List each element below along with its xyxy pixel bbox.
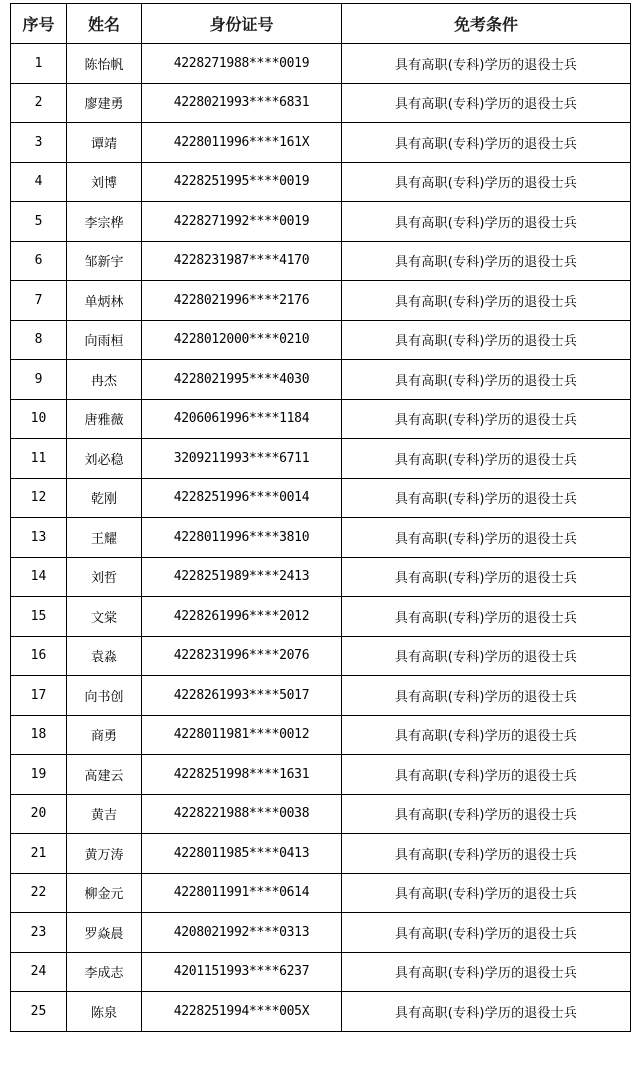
cell-name: 文棠 <box>67 597 142 637</box>
cell-exemption-condition: 具有高职(专科)学历的退役士兵 <box>342 360 631 400</box>
cell-id-number: 4228021996****2176 <box>142 281 342 321</box>
cell-name: 袁淼 <box>67 636 142 676</box>
header-exemption-condition: 免考条件 <box>342 4 631 44</box>
table-row <box>11 952 631 992</box>
cell-id-number: 4228012000****0210 <box>142 320 342 360</box>
cell-name: 黄万涛 <box>67 834 142 874</box>
cell-serial-number: 19 <box>11 755 67 795</box>
cell-serial-number: 4 <box>11 162 67 202</box>
cell-serial-number: 2 <box>11 83 67 123</box>
cell-name: 李成志 <box>67 952 142 992</box>
cell-name: 李宗桦 <box>67 202 142 242</box>
cell-exemption-condition: 具有高职(专科)学历的退役士兵 <box>342 715 631 755</box>
table-row <box>11 439 631 479</box>
cell-exemption-condition: 具有高职(专科)学历的退役士兵 <box>342 123 631 163</box>
table-row <box>11 241 631 281</box>
cell-name: 王耀 <box>67 518 142 558</box>
cell-name: 邹新宇 <box>67 241 142 281</box>
cell-name: 谭靖 <box>67 123 142 163</box>
cell-exemption-condition: 具有高职(专科)学历的退役士兵 <box>342 241 631 281</box>
cell-id-number: 4228011985****0413 <box>142 834 342 874</box>
cell-serial-number: 6 <box>11 241 67 281</box>
cell-serial-number: 14 <box>11 557 67 597</box>
table-row <box>11 834 631 874</box>
cell-id-number: 4228011981****0012 <box>142 715 342 755</box>
cell-exemption-condition: 具有高职(专科)学历的退役士兵 <box>342 557 631 597</box>
cell-name: 黄吉 <box>67 794 142 834</box>
cell-id-number: 4228251998****1631 <box>142 755 342 795</box>
cell-exemption-condition: 具有高职(专科)学历的退役士兵 <box>342 44 631 84</box>
table-row <box>11 320 631 360</box>
cell-exemption-condition: 具有高职(专科)学历的退役士兵 <box>342 913 631 953</box>
exemption-roster-table <box>10 3 631 1032</box>
cell-serial-number: 21 <box>11 834 67 874</box>
cell-name: 罗焱晨 <box>67 913 142 953</box>
cell-exemption-condition: 具有高职(专科)学历的退役士兵 <box>342 281 631 321</box>
cell-id-number: 4228251994****005X <box>142 992 342 1032</box>
cell-name: 乾刚 <box>67 478 142 518</box>
cell-id-number: 4228231987****4170 <box>142 241 342 281</box>
cell-exemption-condition: 具有高职(专科)学历的退役士兵 <box>342 83 631 123</box>
cell-id-number: 4228221988****0038 <box>142 794 342 834</box>
cell-serial-number: 16 <box>11 636 67 676</box>
cell-exemption-condition: 具有高职(专科)学历的退役士兵 <box>342 873 631 913</box>
cell-serial-number: 10 <box>11 399 67 439</box>
table-row <box>11 83 631 123</box>
cell-serial-number: 25 <box>11 992 67 1032</box>
cell-name: 冉杰 <box>67 360 142 400</box>
cell-name: 刘博 <box>67 162 142 202</box>
cell-exemption-condition: 具有高职(专科)学历的退役士兵 <box>342 834 631 874</box>
cell-id-number: 4228231996****2076 <box>142 636 342 676</box>
header-serial-number: 序号 <box>11 4 67 44</box>
cell-serial-number: 22 <box>11 873 67 913</box>
table-row <box>11 478 631 518</box>
cell-exemption-condition: 具有高职(专科)学历的退役士兵 <box>342 478 631 518</box>
cell-exemption-condition: 具有高职(专科)学历的退役士兵 <box>342 320 631 360</box>
cell-serial-number: 9 <box>11 360 67 400</box>
table-row <box>11 676 631 716</box>
header-id-number: 身份证号 <box>142 4 342 44</box>
cell-exemption-condition: 具有高职(专科)学历的退役士兵 <box>342 202 631 242</box>
table-row <box>11 873 631 913</box>
table-row <box>11 123 631 163</box>
table-row <box>11 636 631 676</box>
cell-name: 廖建勇 <box>67 83 142 123</box>
table-row <box>11 557 631 597</box>
cell-id-number: 4228011991****0614 <box>142 873 342 913</box>
cell-name: 陈怡帆 <box>67 44 142 84</box>
table-row <box>11 715 631 755</box>
cell-exemption-condition: 具有高职(专科)学历的退役士兵 <box>342 794 631 834</box>
cell-serial-number: 3 <box>11 123 67 163</box>
table-row <box>11 597 631 637</box>
table-row <box>11 518 631 558</box>
cell-serial-number: 23 <box>11 913 67 953</box>
cell-exemption-condition: 具有高职(专科)学历的退役士兵 <box>342 518 631 558</box>
cell-id-number: 4228251995****0019 <box>142 162 342 202</box>
cell-name: 柳金元 <box>67 873 142 913</box>
cell-id-number: 4228021993****6831 <box>142 83 342 123</box>
cell-serial-number: 11 <box>11 439 67 479</box>
cell-serial-number: 13 <box>11 518 67 558</box>
cell-serial-number: 8 <box>11 320 67 360</box>
cell-id-number: 4228011996****3810 <box>142 518 342 558</box>
cell-serial-number: 15 <box>11 597 67 637</box>
cell-id-number: 4228021995****4030 <box>142 360 342 400</box>
cell-id-number: 4228261996****2012 <box>142 597 342 637</box>
cell-serial-number: 7 <box>11 281 67 321</box>
cell-name: 陈泉 <box>67 992 142 1032</box>
table-row <box>11 202 631 242</box>
cell-exemption-condition: 具有高职(专科)学历的退役士兵 <box>342 676 631 716</box>
cell-name: 单炳林 <box>67 281 142 321</box>
cell-exemption-condition: 具有高职(专科)学历的退役士兵 <box>342 755 631 795</box>
cell-exemption-condition: 具有高职(专科)学历的退役士兵 <box>342 952 631 992</box>
table-body <box>11 44 631 1032</box>
cell-exemption-condition: 具有高职(专科)学历的退役士兵 <box>342 992 631 1032</box>
table-row <box>11 360 631 400</box>
header-row <box>11 4 631 44</box>
cell-serial-number: 24 <box>11 952 67 992</box>
table-row <box>11 44 631 84</box>
table-row <box>11 755 631 795</box>
cell-name: 商勇 <box>67 715 142 755</box>
cell-name: 高建云 <box>67 755 142 795</box>
cell-exemption-condition: 具有高职(专科)学历的退役士兵 <box>342 597 631 637</box>
header-name: 姓名 <box>67 4 142 44</box>
cell-exemption-condition: 具有高职(专科)学历的退役士兵 <box>342 162 631 202</box>
cell-id-number: 4228271992****0019 <box>142 202 342 242</box>
cell-name: 刘必稳 <box>67 439 142 479</box>
cell-id-number: 4228271988****0019 <box>142 44 342 84</box>
cell-id-number: 4208021992****0313 <box>142 913 342 953</box>
cell-name: 唐雅薇 <box>67 399 142 439</box>
cell-name: 向雨桓 <box>67 320 142 360</box>
cell-id-number: 4228011996****161X <box>142 123 342 163</box>
table-row <box>11 913 631 953</box>
cell-serial-number: 18 <box>11 715 67 755</box>
table-row <box>11 399 631 439</box>
table-row <box>11 794 631 834</box>
cell-id-number: 4206061996****1184 <box>142 399 342 439</box>
cell-name: 向书创 <box>67 676 142 716</box>
table-row <box>11 281 631 321</box>
cell-id-number: 4228251996****0014 <box>142 478 342 518</box>
table-row <box>11 162 631 202</box>
cell-serial-number: 1 <box>11 44 67 84</box>
cell-serial-number: 12 <box>11 478 67 518</box>
table-row <box>11 992 631 1032</box>
cell-id-number: 4201151993****6237 <box>142 952 342 992</box>
cell-serial-number: 5 <box>11 202 67 242</box>
cell-serial-number: 20 <box>11 794 67 834</box>
cell-id-number: 4228251989****2413 <box>142 557 342 597</box>
cell-id-number: 3209211993****6711 <box>142 439 342 479</box>
cell-serial-number: 17 <box>11 676 67 716</box>
cell-exemption-condition: 具有高职(专科)学历的退役士兵 <box>342 636 631 676</box>
cell-id-number: 4228261993****5017 <box>142 676 342 716</box>
cell-exemption-condition: 具有高职(专科)学历的退役士兵 <box>342 399 631 439</box>
cell-exemption-condition: 具有高职(专科)学历的退役士兵 <box>342 439 631 479</box>
cell-name: 刘哲 <box>67 557 142 597</box>
